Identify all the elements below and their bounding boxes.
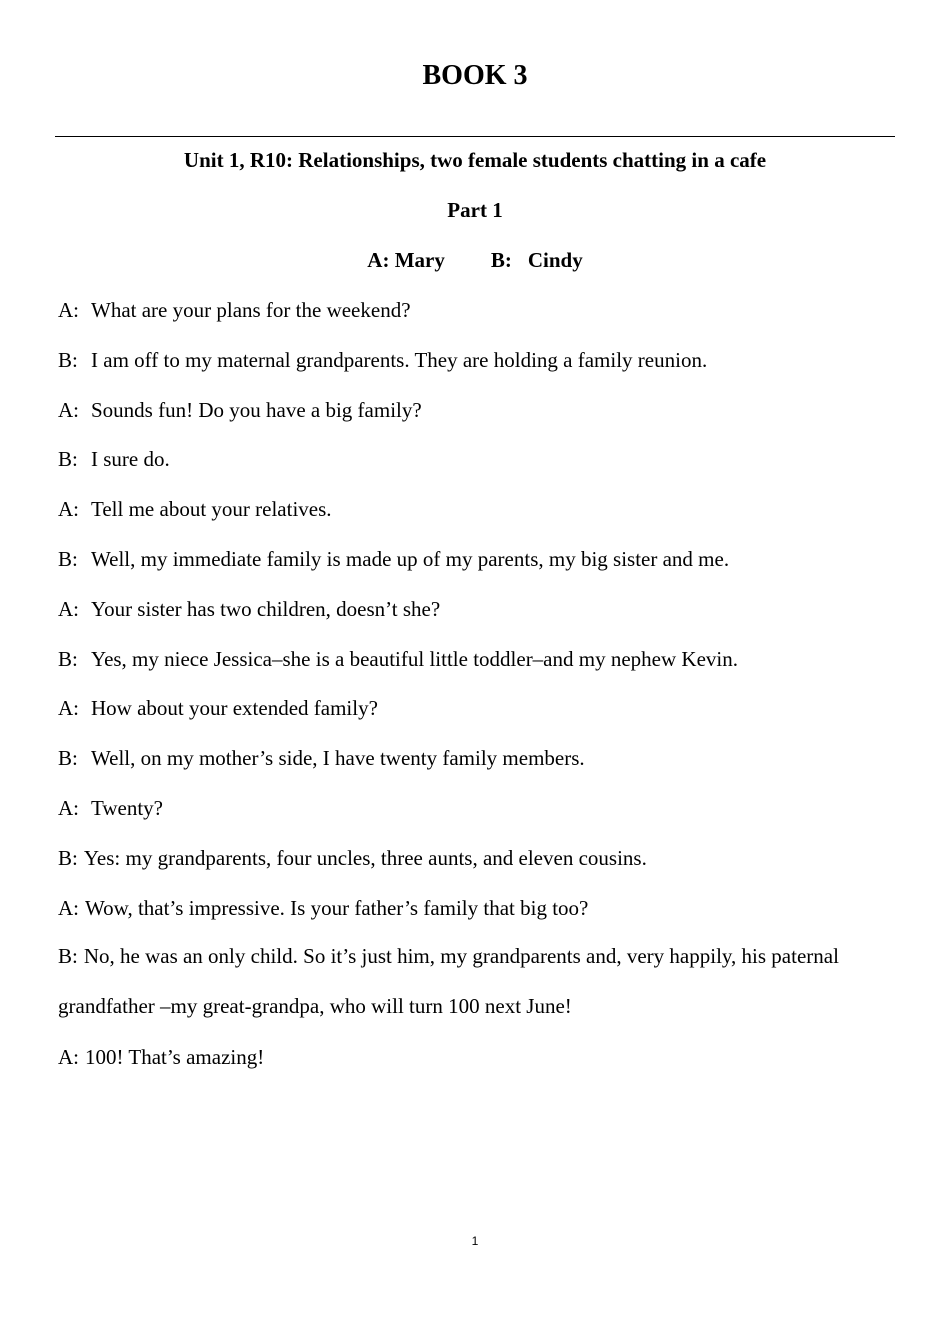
dialogue-text: Yes, my niece Jessica–she is a beautiful little toddler–and my nephew Kevin. bbox=[91, 646, 738, 671]
dialogue-speaker: A: bbox=[58, 596, 79, 621]
dialogue-speaker: B: bbox=[58, 746, 78, 771]
dialogue-speaker: B: bbox=[58, 347, 78, 372]
part-heading: Part 1 bbox=[447, 198, 503, 222]
dialogue-text: Yes: my grandparents, four uncles, three aunts, and eleven cousins. bbox=[83, 845, 647, 870]
horizontal-rule bbox=[55, 136, 895, 137]
dialogue-speaker: A: bbox=[58, 497, 79, 522]
dialogue-line bbox=[58, 1042, 898, 1072]
dialogue-line bbox=[58, 932, 898, 1032]
dialogue-text: Tell me about your relatives. bbox=[91, 497, 332, 522]
dialogue-speaker: A: bbox=[58, 1044, 79, 1069]
dialogue-speaker: A: bbox=[58, 298, 79, 322]
dialogue-line bbox=[58, 743, 898, 773]
dialogue-line bbox=[58, 693, 898, 723]
dialogue-speaker: A: bbox=[58, 696, 79, 721]
dialogue-text: What are your plans for the weekend? bbox=[91, 298, 411, 322]
dialogue-speaker: B: bbox=[58, 646, 78, 671]
dialogue-speaker: B: bbox=[58, 447, 78, 472]
dialogue-speaker: B: bbox=[58, 845, 78, 870]
dialogue-text: 100! That’s amazing! bbox=[85, 1044, 265, 1069]
dialogue-line bbox=[58, 644, 898, 674]
dialogue-line bbox=[58, 444, 898, 474]
dialogue-text: Wow, that’s impressive. Is your father’s family that big too? bbox=[85, 895, 589, 920]
dialogue-text: Sounds fun! Do you have a big family? bbox=[91, 397, 422, 422]
speaker-b-prefix: B: bbox=[490, 248, 512, 272]
dialogue-speaker: B: bbox=[58, 944, 78, 969]
dialogue-line bbox=[58, 295, 898, 325]
page-number: 1 bbox=[471, 1234, 479, 1248]
speaker-a-label: A: Mary bbox=[367, 248, 445, 272]
dialogue-text: Your sister has two children, doesn’t she? bbox=[91, 596, 441, 621]
book-title: BOOK 3 bbox=[422, 60, 528, 91]
dialogue-text: I am off to my maternal grandparents. They are holding a family reunion. bbox=[91, 347, 708, 372]
dialogue-text: No, he was an only child. So it’s just him, my grandparents and, very happily, his paternal grandfather –my great-grandpa, who will turn 100 next June! bbox=[58, 944, 839, 1019]
dialogue-line bbox=[58, 594, 898, 624]
dialogue-line bbox=[58, 843, 898, 873]
dialogue-line bbox=[58, 494, 898, 524]
dialogue-text: Well, my immediate family is made up of my parents, my big sister and me. bbox=[91, 546, 730, 571]
dialogue-text: I sure do. bbox=[91, 447, 170, 472]
dialogue-text: How about your extended family? bbox=[91, 696, 378, 721]
dialogue-text: Well, on my mother’s side, I have twenty family members. bbox=[91, 746, 585, 771]
speaker-legend bbox=[0, 245, 950, 275]
dialogue-line bbox=[58, 544, 898, 574]
dialogue-speaker: A: bbox=[58, 795, 79, 820]
dialogue-line bbox=[58, 395, 898, 425]
dialogue-speaker: B: bbox=[58, 546, 78, 571]
dialogue-line bbox=[58, 793, 898, 823]
dialogue-speaker: A: bbox=[58, 895, 79, 920]
dialogue-speaker: A: bbox=[58, 397, 79, 422]
dialogue-text: Twenty? bbox=[91, 795, 164, 820]
speaker-b-name: Cindy bbox=[527, 248, 583, 272]
dialogue bbox=[58, 295, 898, 1092]
unit-heading: Unit 1, R10: Relationships, two female students chatting in a cafe bbox=[183, 148, 767, 172]
dialogue-line bbox=[58, 345, 898, 375]
dialogue-line bbox=[58, 893, 898, 923]
